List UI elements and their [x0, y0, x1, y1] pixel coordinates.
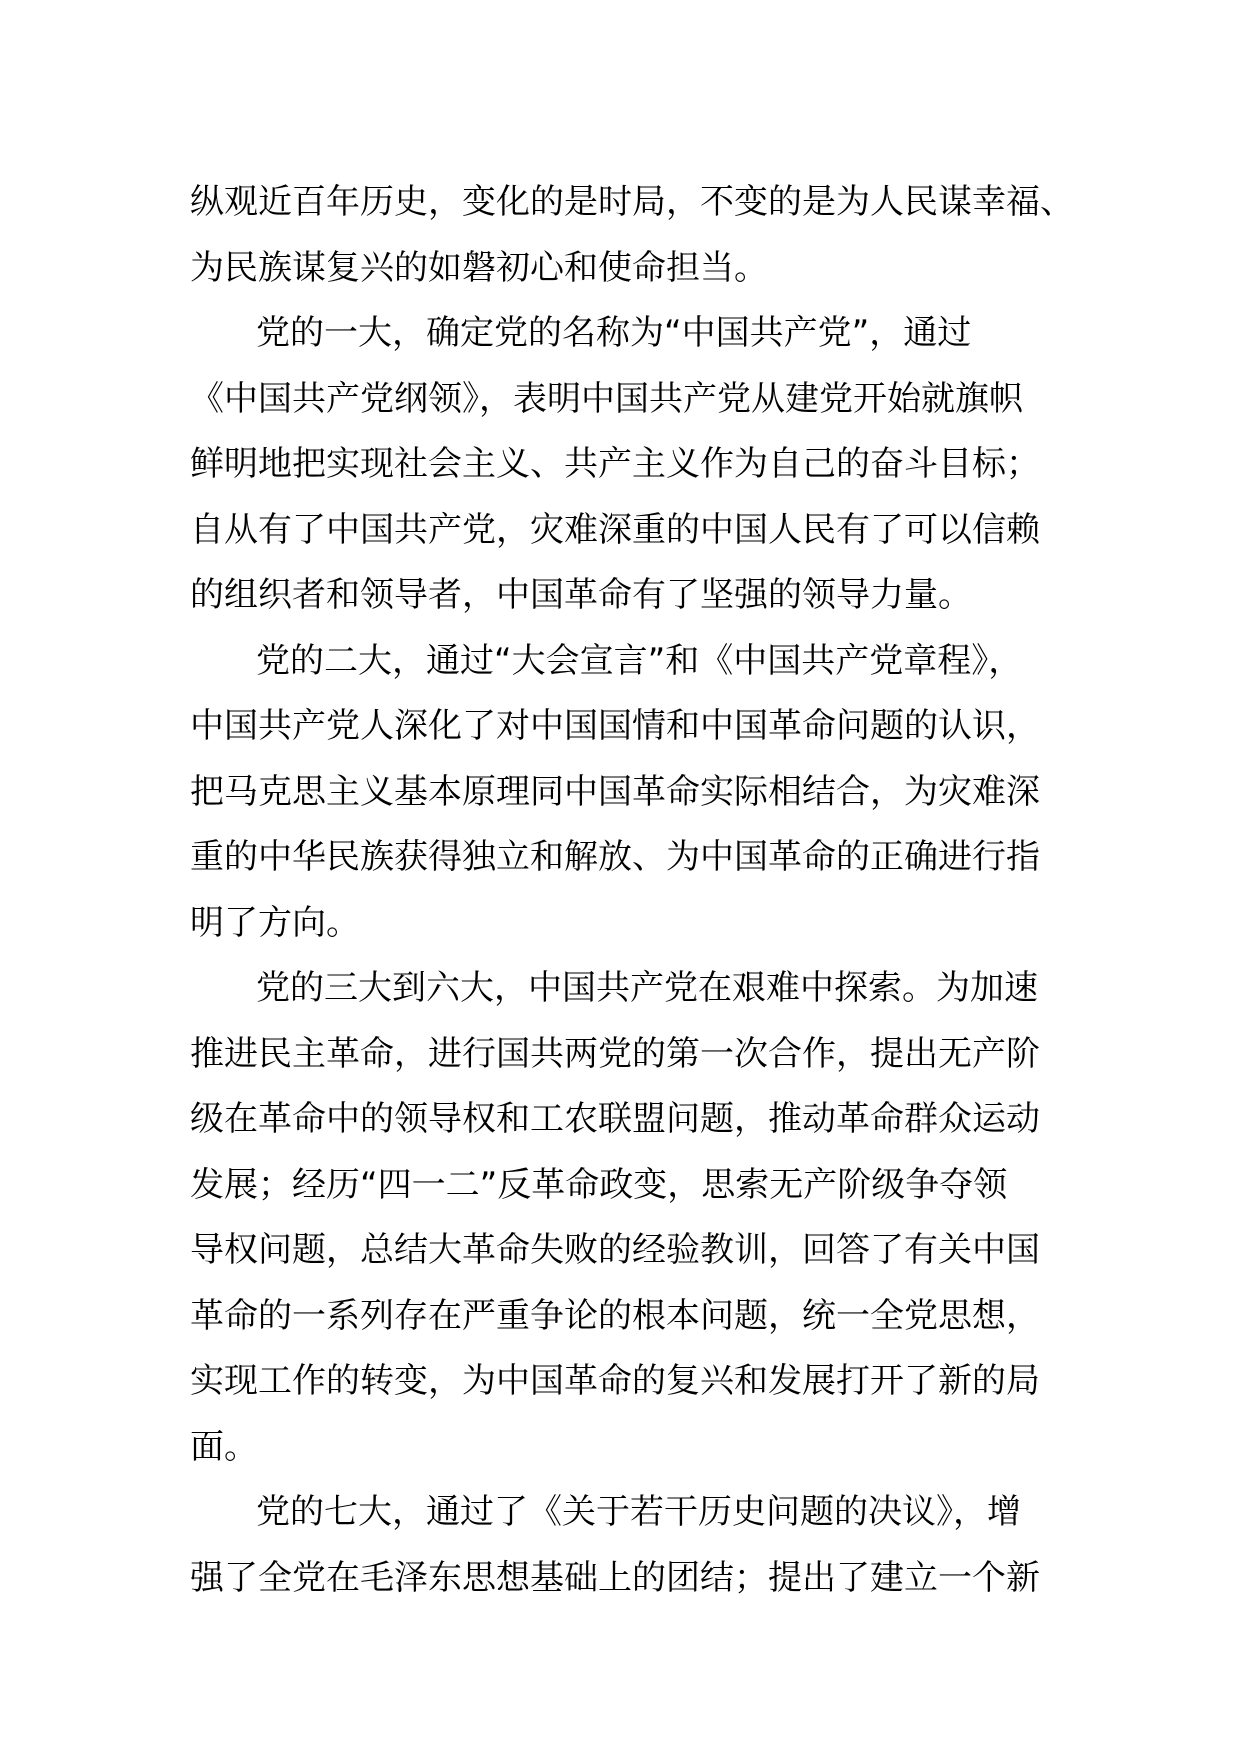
text-line: 面。	[190, 1426, 258, 1467]
text-line: 级在革命中的领导权和工农联盟问题，推动革命群众运动	[190, 1099, 1040, 1139]
text-line: 把马克思主义基本原理同中国革命实际相结合，为灾难深	[190, 771, 1040, 812]
text-line: 推进民主革命，进行国共两党的第一次合作，提出无产阶	[190, 1033, 1040, 1074]
paragraph-seventh-congress	[190, 1480, 1060, 1611]
text-line: 革命的一系列存在严重争论的根本问题，统一全党思想，	[190, 1295, 1040, 1336]
text-line: 明了方向。	[190, 902, 360, 943]
text-line: 导权问题，总结大革命失败的经验教训，回答了有关中国	[190, 1230, 1040, 1270]
paragraph-second-congress	[190, 629, 1060, 957]
paragraph-first-congress	[190, 301, 1060, 629]
text-line: 鲜明地把实现社会主义、共产主义作为自己的奋斗目标；	[190, 444, 1040, 484]
text-line: 《中国共产党纲领》，表明中国共产党从建党开始就旗帜	[190, 378, 1023, 419]
document-page	[190, 170, 1074, 1611]
text-line: 强了全党在毛泽东思想基础上的团结；提出了建立一个新	[190, 1557, 1040, 1598]
text-line: 的组织者和领导者，中国革命有了坚强的领导力量。	[190, 575, 972, 615]
text-line: 为民族谋复兴的如磐初心和使命担当。	[190, 247, 768, 288]
text-line: 实现工作的转变，为中国革命的复兴和发展打开了新的局	[190, 1361, 1040, 1401]
text-line: 重的中华民族获得独立和解放、为中国革命的正确进行指	[190, 837, 1040, 877]
paragraph-intro	[190, 170, 1074, 301]
text-line: 党的三大到六大，中国共产党在艰难中探索。为加速	[256, 968, 1038, 1008]
text-line: 发展；经历“四一二”反革命政变，思索无产阶级争夺领	[190, 1164, 1008, 1205]
text-line: 党的二大，通过“大会宣言”和《中国共产党章程》，	[256, 640, 1023, 681]
text-line: 纵观近百年历史，变化的是时局，不变的是为人民谋幸福、	[190, 182, 1074, 222]
text-line: 党的七大，通过了《关于若干历史问题的决议》，增	[256, 1492, 1021, 1532]
paragraph-third-to-sixth-congress	[190, 956, 1060, 1480]
text-line: 党的一大，确定党的名称为“中国共产党”，通过	[256, 313, 972, 353]
text-line: 中国共产党人深化了对中国国情和中国革命问题的认识，	[190, 706, 1040, 746]
text-line: 自从有了中国共产党，灾难深重的中国人民有了可以信赖	[190, 509, 1040, 550]
